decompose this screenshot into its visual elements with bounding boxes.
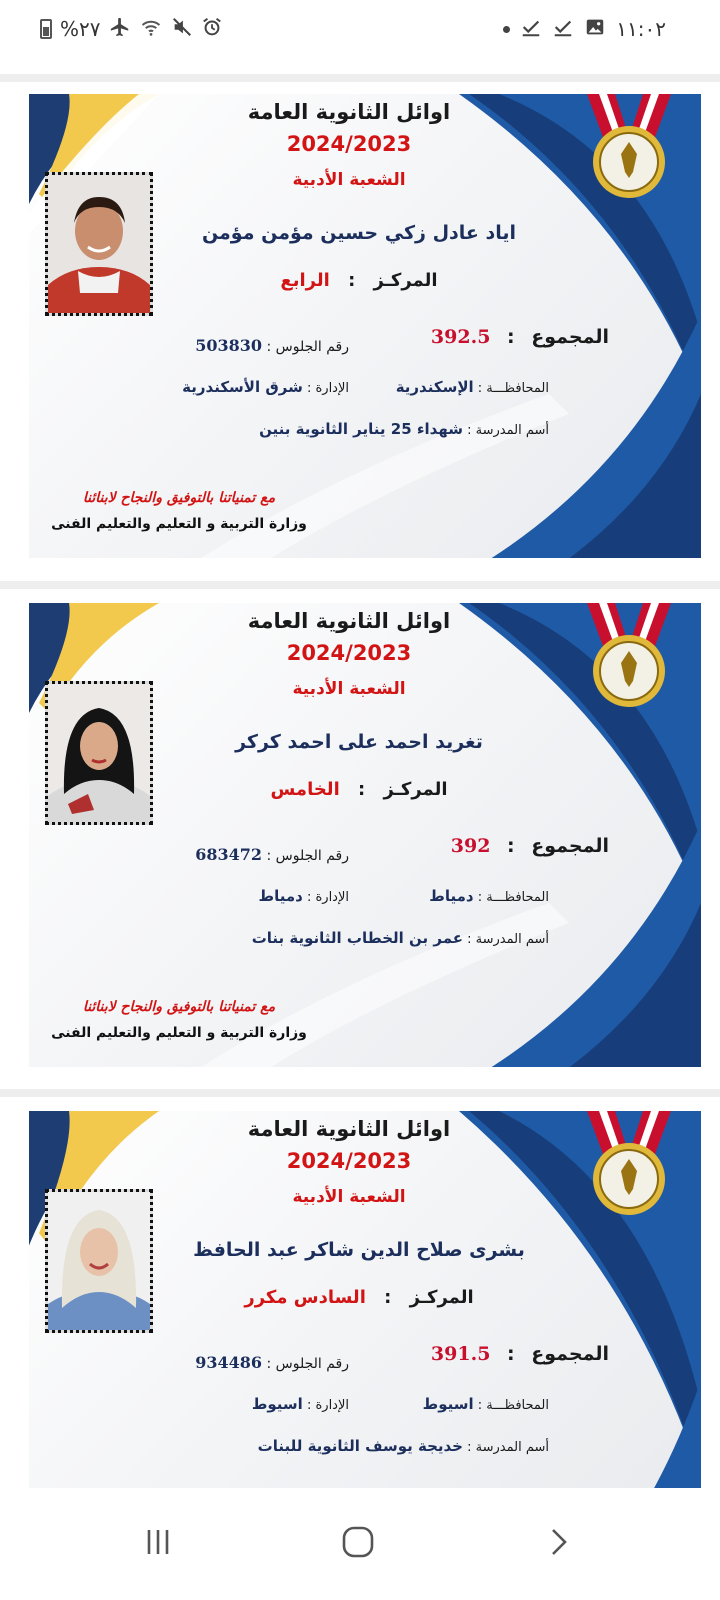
card-title: اوائل الثانوية العامة [247, 609, 451, 633]
total-separator: : [507, 835, 515, 857]
student-name: بشرى صلاح الدين شاكر عبد الحافظ [193, 1239, 525, 1261]
total-row [409, 1343, 609, 1365]
card-year: 2024/2023 [286, 132, 412, 156]
card-title: اوائل الثانوية العامة [247, 100, 451, 124]
status-right [503, 14, 666, 44]
card-year: 2024/2023 [286, 641, 412, 665]
card-branch: الشعبة الأدبية [292, 679, 406, 699]
check-icon [552, 16, 574, 43]
seat-row [189, 336, 349, 355]
ministry-text: وزارة التربية و التعليم والتعليم الفنى [51, 516, 307, 532]
school-value: عمر بن الخطاب الثانوية بنات [251, 929, 463, 947]
card-branch: الشعبة الأدبية [292, 1187, 406, 1207]
rank-row [229, 779, 489, 800]
school-row [209, 929, 549, 947]
navigation-bar [0, 1488, 720, 1600]
certificate-card[interactable] [29, 94, 701, 558]
feed-top-gap [0, 58, 720, 74]
total-label: المجموع [531, 1343, 609, 1365]
seat-label: رقم الجلوس : [266, 339, 349, 355]
school-row [209, 1437, 549, 1455]
certificate-card[interactable] [29, 603, 701, 1067]
governorate-label: المحافظـــة : [477, 890, 549, 905]
rank-row [229, 1287, 489, 1308]
total-row [409, 835, 609, 857]
administration-label: الإدارة : [306, 381, 349, 396]
governorate-row [359, 1395, 549, 1413]
battery-icon [40, 19, 52, 39]
mute-icon [171, 16, 193, 43]
seat-value: 503830 [195, 336, 262, 355]
post-card[interactable] [0, 74, 720, 581]
home-icon [340, 1524, 376, 1560]
rank-value: السادس مكرر [244, 1287, 366, 1308]
administration-label: الإدارة : [306, 890, 349, 905]
wish-text: مع تمنياتنا بالتوفيق والنجاح لابنائنا [82, 999, 276, 1015]
seat-label: رقم الجلوس : [266, 1356, 349, 1372]
student-photo [45, 681, 153, 825]
home-button[interactable] [328, 1518, 388, 1566]
administration-row [159, 887, 349, 905]
notification-dot-icon [503, 26, 510, 33]
administration-value: شرق الأسكندرية [182, 378, 303, 396]
administration-row [159, 1395, 349, 1413]
total-label: المجموع [531, 326, 609, 348]
administration-value: دمياط [258, 887, 303, 905]
total-separator: : [507, 1343, 515, 1365]
student-name: تغريد احمد على احمد كركر [235, 731, 483, 753]
seat-row [189, 1353, 349, 1372]
wish-text: مع تمنياتنا بالتوفيق والنجاح لابنائنا [82, 490, 276, 506]
status-left [40, 14, 223, 44]
school-label: أسم المدرسة : [467, 1440, 549, 1455]
total-label: المجموع [531, 835, 609, 857]
ministry-text: وزارة التربية و التعليم والتعليم الفنى [51, 1025, 307, 1041]
student-photo [45, 172, 153, 316]
post-card[interactable] [0, 1089, 720, 1499]
school-label: أسم المدرسة : [467, 423, 549, 438]
rank-row [229, 270, 489, 291]
check-icon [520, 16, 542, 43]
student-name: اياد عادل زكي حسين مؤمن مؤمن [201, 222, 517, 244]
governorate-label: المحافظـــة : [477, 1398, 549, 1413]
rank-value: الرابع [280, 270, 330, 291]
administration-value: اسيوط [251, 1395, 303, 1413]
student-photo [45, 1189, 153, 1333]
recents-button[interactable] [128, 1518, 188, 1566]
recents-icon [142, 1526, 174, 1558]
governorate-value: اسيوط [422, 1395, 474, 1413]
rank-label: المركـز [409, 1287, 474, 1308]
rank-value: الخامس [270, 779, 340, 800]
total-separator: : [507, 326, 515, 348]
card-year: 2024/2023 [286, 1149, 412, 1173]
post-card[interactable] [0, 581, 720, 1089]
alarm-icon [201, 16, 223, 43]
rank-separator: : [358, 779, 366, 800]
rank-label: المركـز [383, 779, 448, 800]
rank-label: المركـز [373, 270, 438, 291]
total-value: 392.5 [430, 326, 491, 348]
governorate-row [359, 887, 549, 905]
governorate-row [359, 378, 549, 396]
governorate-value: دمياط [429, 887, 474, 905]
total-value: 392 [450, 835, 491, 857]
clock-time: ١١:٠٢ [616, 17, 666, 41]
school-value: شهداء 25 يناير الثانوية بنين [259, 420, 463, 438]
seat-value: 934486 [195, 1353, 262, 1372]
governorate-label: المحافظـــة : [477, 381, 549, 396]
battery-percent: %٢٧ [60, 17, 101, 41]
school-label: أسم المدرسة : [467, 932, 549, 947]
school-value: خديجة يوسف الثانوية للبنات [257, 1437, 463, 1455]
wifi-icon [139, 16, 163, 43]
seat-value: 683472 [195, 845, 262, 864]
total-value: 391.5 [430, 1343, 491, 1365]
school-row [209, 420, 549, 438]
back-button[interactable] [528, 1518, 588, 1566]
seat-label: رقم الجلوس : [266, 848, 349, 864]
gallery-icon [584, 16, 606, 43]
administration-label: الإدارة : [306, 1398, 349, 1413]
seat-row [189, 845, 349, 864]
feed[interactable] [0, 74, 720, 1499]
rank-separator: : [348, 270, 356, 291]
card-title: اوائل الثانوية العامة [247, 1117, 451, 1141]
back-icon [544, 1526, 572, 1558]
administration-row [159, 378, 349, 396]
governorate-value: الإسكندرية [395, 378, 474, 396]
airplane-icon [109, 16, 131, 43]
card-branch: الشعبة الأدبية [292, 170, 406, 190]
certificate-card[interactable] [29, 1111, 701, 1497]
total-row [409, 326, 609, 348]
rank-separator: : [384, 1287, 392, 1308]
status-bar [0, 0, 720, 58]
